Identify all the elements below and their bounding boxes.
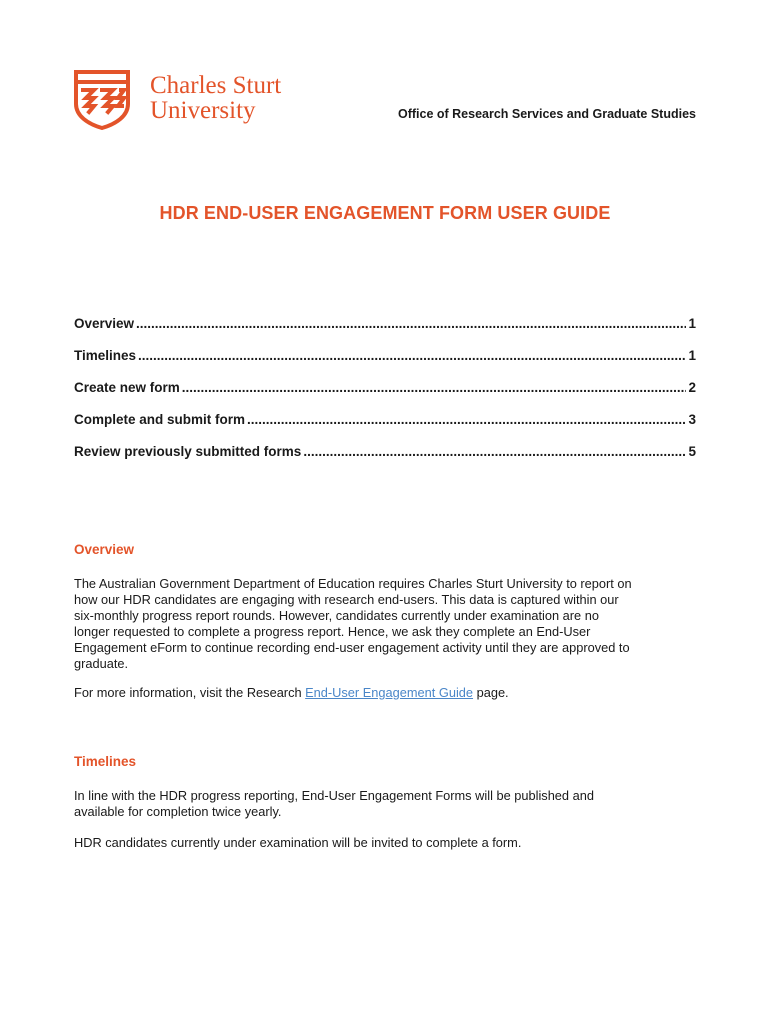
toc-entry-label: Overview [74,316,135,331]
shield-icon [72,68,132,130]
more-info-prefix: For more information, visit the Research [74,685,306,700]
office-name: Office of Research Services and Graduate Studies [397,107,696,121]
document-title: HDR END-USER ENGAGEMENT FORM USER GUIDE [159,203,611,223]
toc-entry-create-new-form[interactable] [74,380,696,412]
toc-entry-page: 3 [688,412,696,427]
overview-line: Engagement eForm to continue recording end-user engagement activity until they are approved to [74,640,630,655]
toc-entry-page: 2 [688,380,696,395]
table-of-contents [74,316,696,476]
end-user-engagement-guide-link[interactable]: End-User Engagement Guide [305,685,474,700]
timelines-paragraph [74,788,704,820]
timelines-line: In line with the HDR progress reporting, End-User Engagement Forms will be published and [74,788,594,803]
toc-entry-complete-and-submit[interactable] [74,412,696,444]
overview-line: The Australian Government Department of Education requires Charles Sturt University to report on [74,576,632,591]
toc-leader-dots [247,412,686,427]
toc-leader-dots [182,380,687,395]
toc-entry-page: 1 [688,348,696,363]
toc-leader-dots [136,316,686,331]
timelines-line: available for completion twice yearly. [74,804,282,819]
toc-entry-label: Timelines [74,348,137,363]
toc-entry-page: 1 [688,316,696,331]
overview-line: how our HDR candidates are engaging with research end-users. This data is captured within our [74,592,619,607]
timelines-invite-paragraph: HDR candidates currently under examination will be invited to complete a form. [74,835,522,850]
overview-line: six-monthly progress report rounds. However, candidates currently under examination are no [74,608,599,623]
toc-entry-label: Create new form [74,380,180,395]
timelines-heading: Timelines [74,754,137,769]
toc-entry-overview[interactable] [74,316,696,348]
overview-line: graduate. [74,656,129,671]
overview-heading: Overview [74,542,135,557]
toc-leader-dots [303,444,686,459]
toc-entry-timelines[interactable] [74,348,696,380]
overview-paragraph [74,576,704,672]
toc-entry-page: 5 [688,444,696,459]
university-name-line2: University [150,97,256,124]
toc-entry-label: Review previously submitted forms [74,444,302,459]
university-name [150,73,281,123]
toc-leader-dots [138,348,686,363]
university-name-line1: Charles Sturt [150,72,282,99]
toc-entry-label: Complete and submit form [74,412,246,427]
overview-line: longer requested to complete a progress report. Hence, we ask they complete an End-User [74,624,591,639]
university-logo [72,68,312,132]
more-info-suffix: page. [473,685,509,700]
toc-entry-review-previous[interactable] [74,444,696,476]
more-info-paragraph [74,685,704,701]
